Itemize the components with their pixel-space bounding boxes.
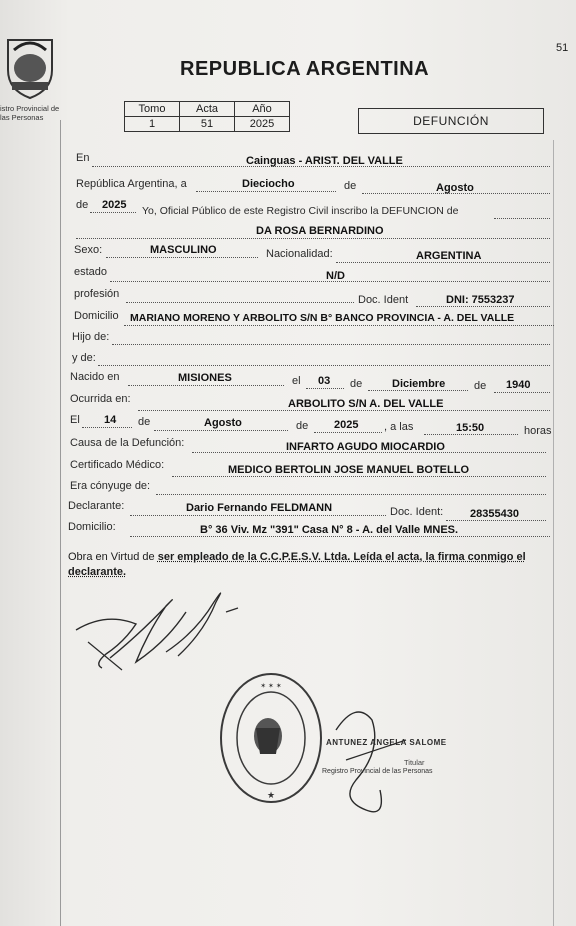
el-label: El bbox=[70, 414, 80, 426]
anio-value: 2025 bbox=[235, 117, 290, 132]
closing-prefix: Obra en Virtud de bbox=[68, 551, 155, 563]
causa-label: Causa de la Defunción: bbox=[70, 437, 185, 449]
profesion-label: profesión bbox=[74, 288, 120, 300]
dotted-line bbox=[368, 390, 468, 391]
dotted-line bbox=[154, 430, 288, 431]
nacido-label: Nacido en bbox=[70, 371, 120, 383]
dotted-line bbox=[138, 410, 550, 411]
dotted-line bbox=[156, 494, 546, 495]
de-label: de bbox=[296, 420, 309, 432]
signer-office-stamp: Registro Provincial de las Personas bbox=[322, 768, 433, 775]
closing-text: ser empleado de la C.C.P.E.S.V. Ltda. Leída el acta, la firma conmigo el bbox=[157, 551, 526, 563]
death-year-value: 2025 bbox=[334, 419, 359, 431]
dotted-line bbox=[336, 262, 550, 263]
declarante-label: Declarante: bbox=[68, 500, 125, 512]
official-round-stamp bbox=[216, 668, 326, 808]
tomo-value: 1 bbox=[125, 117, 180, 132]
nacionalidad-value: ARGENTINA bbox=[416, 250, 482, 262]
dotted-line bbox=[424, 434, 518, 435]
doc-ident-value: DNI: 7553237 bbox=[446, 294, 515, 306]
certificado-value: MEDICO BERTOLIN JOSE MANUEL BOTELLO bbox=[228, 464, 469, 476]
domicilio2-label: Domicilio: bbox=[68, 521, 116, 533]
nacionalidad-label: Nacionalidad: bbox=[266, 248, 333, 260]
dotted-line bbox=[494, 218, 550, 219]
dotted-line bbox=[76, 238, 550, 239]
de-label: de bbox=[344, 180, 357, 192]
signer-name-stamp: ANTUNEZ ANGELA SALOME bbox=[326, 738, 447, 747]
document-type-box: DEFUNCIÓN bbox=[358, 108, 544, 134]
provincial-seal-logo bbox=[0, 30, 60, 102]
domicilio-label: Domicilio bbox=[74, 310, 119, 322]
dotted-line bbox=[306, 388, 344, 389]
dotted-line bbox=[494, 392, 550, 393]
sexo-value: MASCULINO bbox=[150, 244, 217, 256]
dotted-line bbox=[128, 385, 284, 386]
dotted-line bbox=[446, 520, 546, 521]
de-label: de bbox=[76, 199, 89, 211]
el-label: el bbox=[292, 375, 301, 387]
dotted-line bbox=[82, 427, 132, 428]
ocurrida-label: Ocurrida en: bbox=[70, 393, 131, 405]
republica-label: República Argentina, a bbox=[76, 178, 187, 190]
right-margin-rule bbox=[553, 140, 554, 926]
birth-month-value: Diciembre bbox=[392, 378, 446, 390]
page-title: REPUBLICA ARGENTINA bbox=[180, 58, 430, 80]
svg-text:✶ ✶ ✶: ✶ ✶ ✶ bbox=[260, 683, 282, 690]
dotted-line bbox=[172, 476, 546, 477]
closing-last: declarante. bbox=[68, 566, 127, 578]
dotted-line bbox=[130, 515, 386, 516]
domicilio2-value: B° 36 Viv. Mz "391" Casa N° 8 - A. del Valle MNES. bbox=[200, 524, 459, 536]
dotted-line bbox=[106, 257, 258, 258]
de-label: de bbox=[474, 380, 487, 392]
doc-ident-label: Doc. Ident bbox=[358, 294, 409, 306]
doc-ident2-label: Doc. Ident: bbox=[390, 506, 444, 518]
dotted-line bbox=[314, 432, 382, 433]
oficial-text: Yo, Oficial Público de este Registro Civil inscribo la DEFUNCION de bbox=[142, 205, 459, 217]
birth-day-value: 03 bbox=[318, 375, 331, 387]
dotted-line bbox=[196, 191, 336, 192]
day-words-value: Dieciocho bbox=[242, 178, 295, 190]
page-number: 51 bbox=[556, 42, 569, 54]
signer-role-stamp: Titular bbox=[404, 758, 425, 767]
de-label: de bbox=[350, 378, 363, 390]
estado-label: estado bbox=[74, 266, 108, 278]
tomo-header: Tomo bbox=[125, 102, 180, 117]
death-day-value: 14 bbox=[104, 414, 117, 426]
death-time-value: 15:50 bbox=[456, 422, 485, 434]
death-month-value: Agosto bbox=[204, 417, 242, 429]
tomo-acta-table bbox=[124, 101, 290, 132]
de-label: de bbox=[138, 416, 151, 428]
deceased-name-value: DA ROSA BERNARDINO bbox=[256, 225, 384, 237]
certificado-label: Certificado Médico: bbox=[70, 459, 165, 471]
doc-ident2-value: 28355430 bbox=[470, 508, 519, 520]
acta-value: 51 bbox=[180, 117, 235, 132]
dotted-line bbox=[98, 365, 550, 366]
declarante-value: Dario Fernando FELDMANN bbox=[186, 502, 333, 514]
place-value: Cainguas - ARIST. DEL VALLE bbox=[246, 155, 403, 167]
anio-header: Año bbox=[235, 102, 290, 117]
declarant-signature bbox=[66, 572, 246, 682]
domicilio-value: MARIANO MORENO Y ARBOLITO S/N B° BANCO PROVINCIA - A. DEL VALLE bbox=[130, 312, 515, 324]
nacido-en-value: MISIONES bbox=[178, 372, 232, 384]
dotted-line bbox=[416, 306, 550, 307]
left-margin-rule bbox=[60, 120, 61, 926]
alas-label: , a las bbox=[384, 421, 414, 433]
conyuge-label: Era cónyuge de: bbox=[70, 480, 151, 492]
horas-label: horas bbox=[524, 425, 552, 437]
birth-year-value: 1940 bbox=[506, 379, 531, 391]
causa-value: INFARTO AGUDO MIOCARDIO bbox=[286, 441, 445, 453]
ocurrida-en-value: ARBOLITO S/N A. DEL VALLE bbox=[288, 398, 444, 410]
estado-value: N/D bbox=[326, 270, 345, 282]
dotted-line bbox=[124, 325, 554, 326]
en-label: En bbox=[76, 152, 90, 164]
yde-label: y de: bbox=[72, 352, 96, 364]
registry-label: istro Provincial de las Personas bbox=[0, 104, 60, 122]
acta-header: Acta bbox=[180, 102, 235, 117]
month-value: Agosto bbox=[436, 182, 474, 194]
year-value: 2025 bbox=[102, 199, 127, 211]
dotted-line bbox=[126, 302, 354, 303]
dotted-line bbox=[112, 344, 550, 345]
dotted-line bbox=[90, 212, 136, 213]
sexo-label: Sexo: bbox=[74, 244, 103, 256]
svg-text:★: ★ bbox=[266, 790, 276, 800]
dotted-line bbox=[130, 536, 550, 537]
hijo-label: Hijo de: bbox=[72, 331, 110, 343]
